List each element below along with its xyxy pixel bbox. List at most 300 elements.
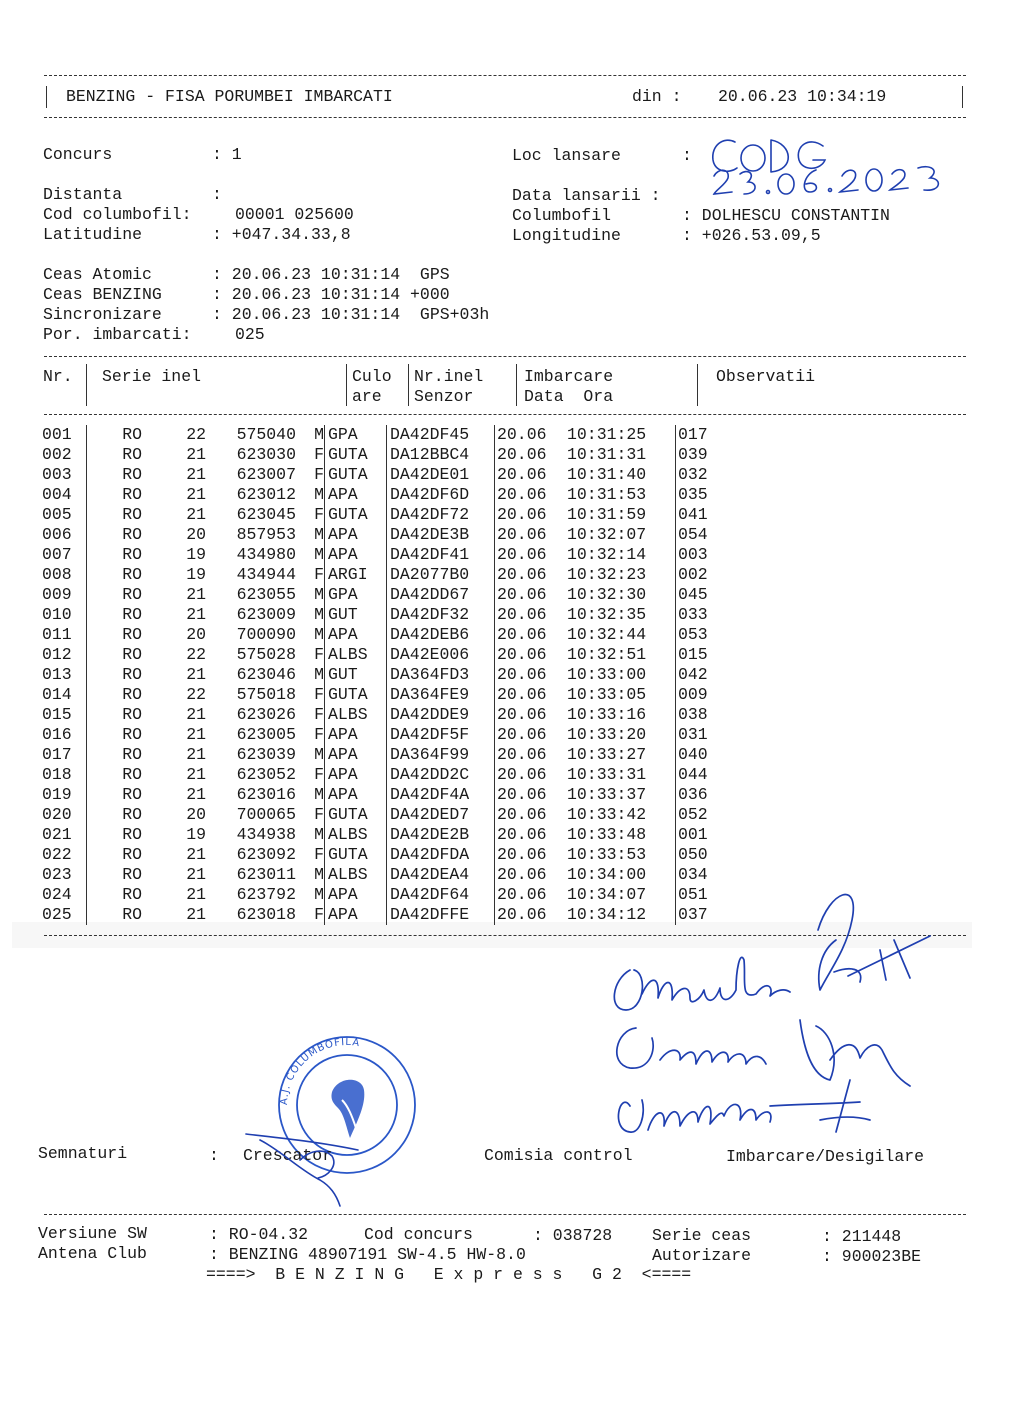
table-row	[40, 485, 738, 505]
cod-concurs-label: Cod concurs	[364, 1225, 473, 1244]
sex-cell: M	[314, 625, 324, 644]
observatii-cell: 052	[676, 805, 739, 825]
col-header-inel-2: Senzor	[414, 387, 474, 406]
embark-time-cell: 10:31:25	[567, 425, 647, 444]
ring-year-cell: 21	[186, 485, 206, 504]
sensor-ring-cell: DA42DFFE	[387, 905, 495, 925]
embark-time-cell: 10:33:42	[567, 805, 647, 824]
row-nr-cell: 006	[42, 525, 72, 544]
sensor-ring-cell: DA364FE9	[387, 685, 495, 705]
row-nr-cell: 002	[42, 445, 72, 464]
color-cell: GPA	[325, 585, 387, 605]
commission-signatures	[590, 870, 970, 1140]
embark-time-cell: 10:32:51	[567, 645, 647, 664]
sex-cell: F	[314, 565, 324, 584]
color-cell: ARGI	[325, 565, 387, 585]
embark-date-cell: 20.06	[495, 465, 568, 485]
color-cell: APA	[325, 525, 387, 545]
autorizare-value: : 900023BE	[822, 1247, 922, 1266]
versiune-sw-value: : RO-04.32	[209, 1225, 309, 1244]
col-header-culoare-2: are	[352, 387, 382, 406]
color-cell: GPA	[325, 425, 387, 445]
country-code-cell: RO	[122, 705, 142, 724]
stamp-text: A.J. COLUMBOFILA	[278, 1036, 362, 1106]
ring-year-cell: 22	[186, 685, 206, 704]
sex-cell: M	[314, 485, 324, 504]
color-cell: GUT	[325, 605, 387, 625]
embark-date-cell: 20.06	[495, 685, 568, 705]
footer-top-rule	[44, 1214, 966, 1215]
ring-year-cell: 21	[186, 465, 206, 484]
embark-time-cell: 10:33:53	[567, 845, 647, 864]
col-divider	[408, 364, 409, 406]
observatii-cell: 003	[676, 545, 739, 565]
ring-number-cell: 623016	[236, 785, 296, 804]
latitudine-value: : +047.34.33,8	[212, 225, 351, 244]
imbarcare-desigilare-label: Imbarcare/Desigilare	[726, 1147, 925, 1166]
ring-year-cell: 21	[186, 865, 206, 884]
ring-year-cell: 21	[186, 665, 206, 684]
concurs-value: : 1	[212, 145, 242, 164]
country-code-cell: RO	[122, 625, 142, 644]
ring-number-cell: 623005	[236, 725, 296, 744]
ring-number-cell: 623039	[236, 745, 296, 764]
ring-number-cell: 434980	[236, 545, 296, 564]
document-title: BENZING - FISA PORUMBEI IMBARCATI	[66, 87, 393, 106]
country-code-cell: RO	[122, 545, 142, 564]
table-row	[40, 645, 738, 665]
embark-date-cell: 20.06	[495, 505, 568, 525]
distanta-label: Distanta	[43, 185, 123, 204]
row-nr-cell: 024	[42, 885, 72, 904]
ring-year-cell: 19	[186, 565, 206, 584]
embark-date-cell: 20.06	[495, 625, 568, 645]
embark-time-cell: 10:32:07	[567, 525, 647, 544]
distanta-sep: :	[212, 185, 222, 204]
sensor-ring-cell: DA364FD3	[387, 665, 495, 685]
data-lansarii-label: Data lansarii :	[512, 186, 661, 205]
table-row	[40, 505, 738, 525]
ring-number-cell: 623092	[236, 845, 296, 864]
country-code-cell: RO	[122, 685, 142, 704]
ring-year-cell: 21	[186, 765, 206, 784]
sensor-ring-cell: DA2077B0	[387, 565, 495, 585]
sex-cell: F	[314, 725, 324, 744]
antena-club-value: : BENZING 48907191 SW-4.5 HW-8.0	[209, 1245, 526, 1264]
country-code-cell: RO	[122, 745, 142, 764]
country-code-cell: RO	[122, 885, 142, 904]
semnaturi-sep: :	[209, 1146, 219, 1165]
embark-time-cell: 10:33:05	[567, 685, 647, 704]
sex-cell: M	[314, 585, 324, 604]
embark-time-cell: 10:31:31	[567, 445, 647, 464]
country-code-cell: RO	[122, 525, 142, 544]
row-nr-cell: 015	[42, 705, 72, 724]
observatii-cell: 045	[676, 585, 739, 605]
row-nr-cell: 007	[42, 545, 72, 564]
country-code-cell: RO	[122, 425, 142, 444]
table-top-rule	[44, 356, 966, 357]
ceas-benzing-label: Ceas BENZING	[43, 285, 162, 304]
sensor-ring-cell: DA42DDE9	[387, 705, 495, 725]
embark-date-cell: 20.06	[495, 425, 568, 445]
por-imbarcati-value: 025	[235, 325, 265, 344]
col-header-imbarcare-1: Imbarcare	[524, 367, 614, 386]
versiune-sw-label: Versiune SW	[38, 1224, 147, 1243]
embark-time-cell: 10:31:40	[567, 465, 647, 484]
color-cell: GUTA	[325, 805, 387, 825]
columbofil-value: : DOLHESCU CONSTANTIN	[682, 206, 890, 225]
sex-cell: M	[314, 425, 324, 444]
ring-year-cell: 21	[186, 725, 206, 744]
ring-number-cell: 623012	[236, 485, 296, 504]
table-row	[40, 685, 738, 705]
embark-date-cell: 20.06	[495, 765, 568, 785]
header-left-bar	[46, 86, 47, 108]
sensor-ring-cell: DA12BBC4	[387, 445, 495, 465]
ring-number-cell: 623018	[236, 905, 296, 924]
embark-date-cell: 20.06	[495, 485, 568, 505]
sex-cell: F	[314, 505, 324, 524]
observatii-cell: 044	[676, 765, 739, 785]
sex-cell: M	[314, 605, 324, 624]
ring-number-cell: 434938	[236, 825, 296, 844]
ring-year-cell: 22	[186, 645, 206, 664]
country-code-cell: RO	[122, 845, 142, 864]
table-row	[40, 585, 738, 605]
color-cell: APA	[325, 725, 387, 745]
ring-year-cell: 21	[186, 585, 206, 604]
sensor-ring-cell: DA42DEA4	[387, 865, 495, 885]
ring-number-cell: 857953	[236, 525, 296, 544]
color-cell: ALBS	[325, 825, 387, 845]
col-divider	[346, 364, 347, 406]
embark-date-cell: 20.06	[495, 565, 568, 585]
din-label: din :	[632, 87, 682, 106]
table-row	[40, 745, 738, 765]
observatii-cell: 009	[676, 685, 739, 705]
crescator-label: Crescator	[243, 1146, 333, 1165]
embark-date-cell: 20.06	[495, 645, 568, 665]
sex-cell: M	[314, 525, 324, 544]
sensor-ring-cell: DA42DED7	[387, 805, 495, 825]
table-row	[40, 765, 738, 785]
sensor-ring-cell: DA42DF64	[387, 885, 495, 905]
ring-number-cell: 623007	[236, 465, 296, 484]
sincronizare-label: Sincronizare	[43, 305, 162, 324]
ring-number-cell: 623026	[236, 705, 296, 724]
ring-year-cell: 21	[186, 905, 206, 924]
color-cell: APA	[325, 745, 387, 765]
longitudine-value: : +026.53.09,5	[682, 226, 821, 245]
ring-year-cell: 21	[186, 505, 206, 524]
embark-time-cell: 10:34:12	[567, 905, 647, 924]
sex-cell: M	[314, 825, 324, 844]
observatii-cell: 053	[676, 625, 739, 645]
latitudine-label: Latitudine	[43, 225, 143, 244]
observatii-cell: 033	[676, 605, 739, 625]
sex-cell: F	[314, 685, 324, 704]
row-nr-cell: 023	[42, 865, 72, 884]
por-imbarcati-label: Por. imbarcati:	[43, 325, 192, 344]
embark-date-cell: 20.06	[495, 605, 568, 625]
col-header-serie: Serie inel	[102, 367, 202, 386]
pigeon-table	[40, 425, 738, 925]
country-code-cell: RO	[122, 805, 142, 824]
observatii-cell: 042	[676, 665, 739, 685]
ring-year-cell: 21	[186, 445, 206, 464]
ring-year-cell: 20	[186, 525, 206, 544]
sensor-ring-cell: DA42E006	[387, 645, 495, 665]
row-nr-cell: 005	[42, 505, 72, 524]
embark-date-cell: 20.06	[495, 525, 568, 545]
ring-number-cell: 700090	[236, 625, 296, 644]
country-code-cell: RO	[122, 585, 142, 604]
color-cell: APA	[325, 485, 387, 505]
ring-year-cell: 21	[186, 885, 206, 904]
crescator-signature	[240, 1120, 380, 1210]
row-nr-cell: 008	[42, 565, 72, 584]
loc-lansare-sep: :	[682, 146, 692, 165]
sex-cell: F	[314, 645, 324, 664]
observatii-cell: 037	[676, 905, 739, 925]
embark-time-cell: 10:33:27	[567, 745, 647, 764]
embark-time-cell: 10:32:44	[567, 625, 647, 644]
ring-number-cell: 623046	[236, 665, 296, 684]
row-nr-cell: 010	[42, 605, 72, 624]
observatii-cell: 035	[676, 485, 739, 505]
sensor-ring-cell: DA42DF32	[387, 605, 495, 625]
color-cell: APA	[325, 545, 387, 565]
semnaturi-label: Semnaturi	[38, 1144, 128, 1163]
row-nr-cell: 021	[42, 825, 72, 844]
ring-number-cell: 623052	[236, 765, 296, 784]
country-code-cell: RO	[122, 905, 142, 924]
country-code-cell: RO	[122, 445, 142, 464]
concurs-label: Concurs	[43, 145, 113, 164]
cod-concurs-value: : 038728	[533, 1226, 613, 1245]
handwritten-data-lansarii	[708, 156, 948, 200]
embark-time-cell: 10:33:16	[567, 705, 647, 724]
ring-year-cell: 20	[186, 805, 206, 824]
row-nr-cell: 018	[42, 765, 72, 784]
color-cell: GUTA	[325, 685, 387, 705]
comisia-control-label: Comisia control	[484, 1146, 633, 1165]
header-bottom-rule	[44, 117, 966, 118]
ceas-atomic-label: Ceas Atomic	[43, 265, 152, 284]
sex-cell: M	[314, 785, 324, 804]
pigeon-table-body	[40, 425, 738, 925]
header-right-bar	[962, 86, 963, 108]
embark-time-cell: 10:34:07	[567, 885, 647, 904]
print-datetime: 20.06.23 10:34:19	[718, 87, 887, 106]
embark-date-cell: 20.06	[495, 445, 568, 465]
sincronizare-value: : 20.06.23 10:31:14 GPS+03h	[212, 305, 490, 324]
row-nr-cell: 014	[42, 685, 72, 704]
ring-number-cell: 623011	[236, 865, 296, 884]
ring-number-cell: 575028	[236, 645, 296, 664]
antena-club-label: Antena Club	[38, 1244, 147, 1263]
ring-year-cell: 19	[186, 545, 206, 564]
col-header-imbarcare-2: Data Ora	[524, 387, 614, 406]
observatii-cell: 015	[676, 645, 739, 665]
table-row	[40, 445, 738, 465]
row-nr-cell: 009	[42, 585, 72, 604]
embark-date-cell: 20.06	[495, 805, 568, 825]
sensor-ring-cell: DA42DE2B	[387, 825, 495, 845]
sensor-ring-cell: DA364F99	[387, 745, 495, 765]
serie-ceas-label: Serie ceas	[652, 1226, 752, 1245]
country-code-cell: RO	[122, 865, 142, 884]
sex-cell: F	[314, 765, 324, 784]
color-cell: APA	[325, 905, 387, 925]
table-row	[40, 605, 738, 625]
sensor-ring-cell: DA42DF41	[387, 545, 495, 565]
autorizare-label: Autorizare	[652, 1246, 752, 1265]
observatii-cell: 054	[676, 525, 739, 545]
country-code-cell: RO	[122, 665, 142, 684]
sex-cell: M	[314, 665, 324, 684]
embark-date-cell: 20.06	[495, 885, 568, 905]
country-code-cell: RO	[122, 645, 142, 664]
sensor-ring-cell: DA42DF45	[387, 425, 495, 445]
color-cell: ALBS	[325, 705, 387, 725]
ring-number-cell: 575018	[236, 685, 296, 704]
col-header-culoare-1: Culo	[352, 367, 392, 386]
embark-time-cell: 10:33:31	[567, 765, 647, 784]
row-nr-cell: 012	[42, 645, 72, 664]
longitudine-label: Longitudine	[512, 226, 621, 245]
table-row	[40, 845, 738, 865]
sensor-ring-cell: DA42DF6D	[387, 485, 495, 505]
sensor-ring-cell: DA42DF5F	[387, 725, 495, 745]
ring-year-cell: 21	[186, 785, 206, 804]
color-cell: APA	[325, 785, 387, 805]
table-row	[40, 725, 738, 745]
embark-time-cell: 10:33:00	[567, 665, 647, 684]
color-cell: ALBS	[325, 645, 387, 665]
embark-time-cell: 10:33:37	[567, 785, 647, 804]
table-row	[40, 705, 738, 725]
col-divider	[86, 364, 87, 406]
ring-number-cell: 434944	[236, 565, 296, 584]
observatii-cell: 038	[676, 705, 739, 725]
observatii-cell: 031	[676, 725, 739, 745]
embark-date-cell: 20.06	[495, 865, 568, 885]
row-nr-cell: 016	[42, 725, 72, 744]
row-nr-cell: 017	[42, 745, 72, 764]
ring-number-cell: 575040	[236, 425, 296, 444]
benzing-express-banner: ====> B E N Z I N G E x p r e s s G 2 <====	[206, 1265, 692, 1284]
row-nr-cell: 019	[42, 785, 72, 804]
embark-time-cell: 10:32:30	[567, 585, 647, 604]
sex-cell: F	[314, 905, 324, 924]
ring-year-cell: 20	[186, 625, 206, 644]
color-cell: APA	[325, 885, 387, 905]
observatii-cell: 041	[676, 505, 739, 525]
ring-number-cell: 623009	[236, 605, 296, 624]
sensor-ring-cell: DA42DFDA	[387, 845, 495, 865]
table-row	[40, 525, 738, 545]
ring-number-cell: 700065	[236, 805, 296, 824]
row-nr-cell: 020	[42, 805, 72, 824]
embark-time-cell: 10:31:59	[567, 505, 647, 524]
country-code-cell: RO	[122, 605, 142, 624]
row-nr-cell: 001	[42, 425, 72, 444]
observatii-cell: 051	[676, 885, 739, 905]
country-code-cell: RO	[122, 485, 142, 504]
sex-cell: F	[314, 845, 324, 864]
table-row	[40, 825, 738, 845]
cod-columbofil-value: 00001 025600	[235, 205, 354, 224]
row-nr-cell: 003	[42, 465, 72, 484]
loc-lansare-label: Loc lansare	[512, 146, 621, 165]
ring-number-cell: 623045	[236, 505, 296, 524]
observatii-cell: 036	[676, 785, 739, 805]
row-nr-cell: 022	[42, 845, 72, 864]
observatii-cell: 032	[676, 465, 739, 485]
col-header-nr: Nr.	[43, 367, 73, 386]
nr-column-divider	[86, 425, 87, 925]
country-code-cell: RO	[122, 465, 142, 484]
columbofil-label: Columbofil	[512, 206, 612, 225]
sex-cell: F	[314, 465, 324, 484]
color-cell: GUTA	[325, 845, 387, 865]
ceas-benzing-value: : 20.06.23 10:31:14 +000	[212, 285, 450, 304]
embark-date-cell: 20.06	[495, 745, 568, 765]
country-code-cell: RO	[122, 785, 142, 804]
embark-date-cell: 20.06	[495, 705, 568, 725]
color-cell: GUTA	[325, 465, 387, 485]
color-cell: GUTA	[325, 505, 387, 525]
header-top-rule	[44, 75, 966, 76]
embark-time-cell: 10:34:00	[567, 865, 647, 884]
embark-date-cell: 20.06	[495, 585, 568, 605]
observatii-cell: 034	[676, 865, 739, 885]
sex-cell: F	[314, 705, 324, 724]
ring-year-cell: 19	[186, 825, 206, 844]
cod-columbofil-label: Cod columbofil:	[43, 205, 192, 224]
col-header-observatii: Observatii	[716, 367, 816, 386]
embark-date-cell: 20.06	[495, 725, 568, 745]
embark-date-cell: 20.06	[495, 665, 568, 685]
ring-number-cell: 623030	[236, 445, 296, 464]
sensor-ring-cell: DA42DF72	[387, 505, 495, 525]
col-divider	[516, 364, 517, 406]
embark-time-cell: 10:31:53	[567, 485, 647, 504]
row-nr-cell: 025	[42, 905, 72, 924]
embark-date-cell: 20.06	[495, 905, 568, 925]
sex-cell: M	[314, 865, 324, 884]
observatii-cell: 017	[676, 425, 739, 445]
sex-cell: F	[314, 445, 324, 464]
row-nr-cell: 011	[42, 625, 72, 644]
sensor-ring-cell: DA42DE3B	[387, 525, 495, 545]
country-code-cell: RO	[122, 505, 142, 524]
sex-cell: M	[314, 745, 324, 764]
ring-number-cell: 623792	[236, 885, 296, 904]
table-row	[40, 805, 738, 825]
color-cell: GUTA	[325, 445, 387, 465]
ring-year-cell: 21	[186, 745, 206, 764]
table-row	[40, 665, 738, 685]
table-row	[40, 425, 738, 445]
observatii-cell: 040	[676, 745, 739, 765]
country-code-cell: RO	[122, 725, 142, 744]
color-cell: APA	[325, 765, 387, 785]
country-code-cell: RO	[122, 765, 142, 784]
sensor-ring-cell: DA42DE01	[387, 465, 495, 485]
